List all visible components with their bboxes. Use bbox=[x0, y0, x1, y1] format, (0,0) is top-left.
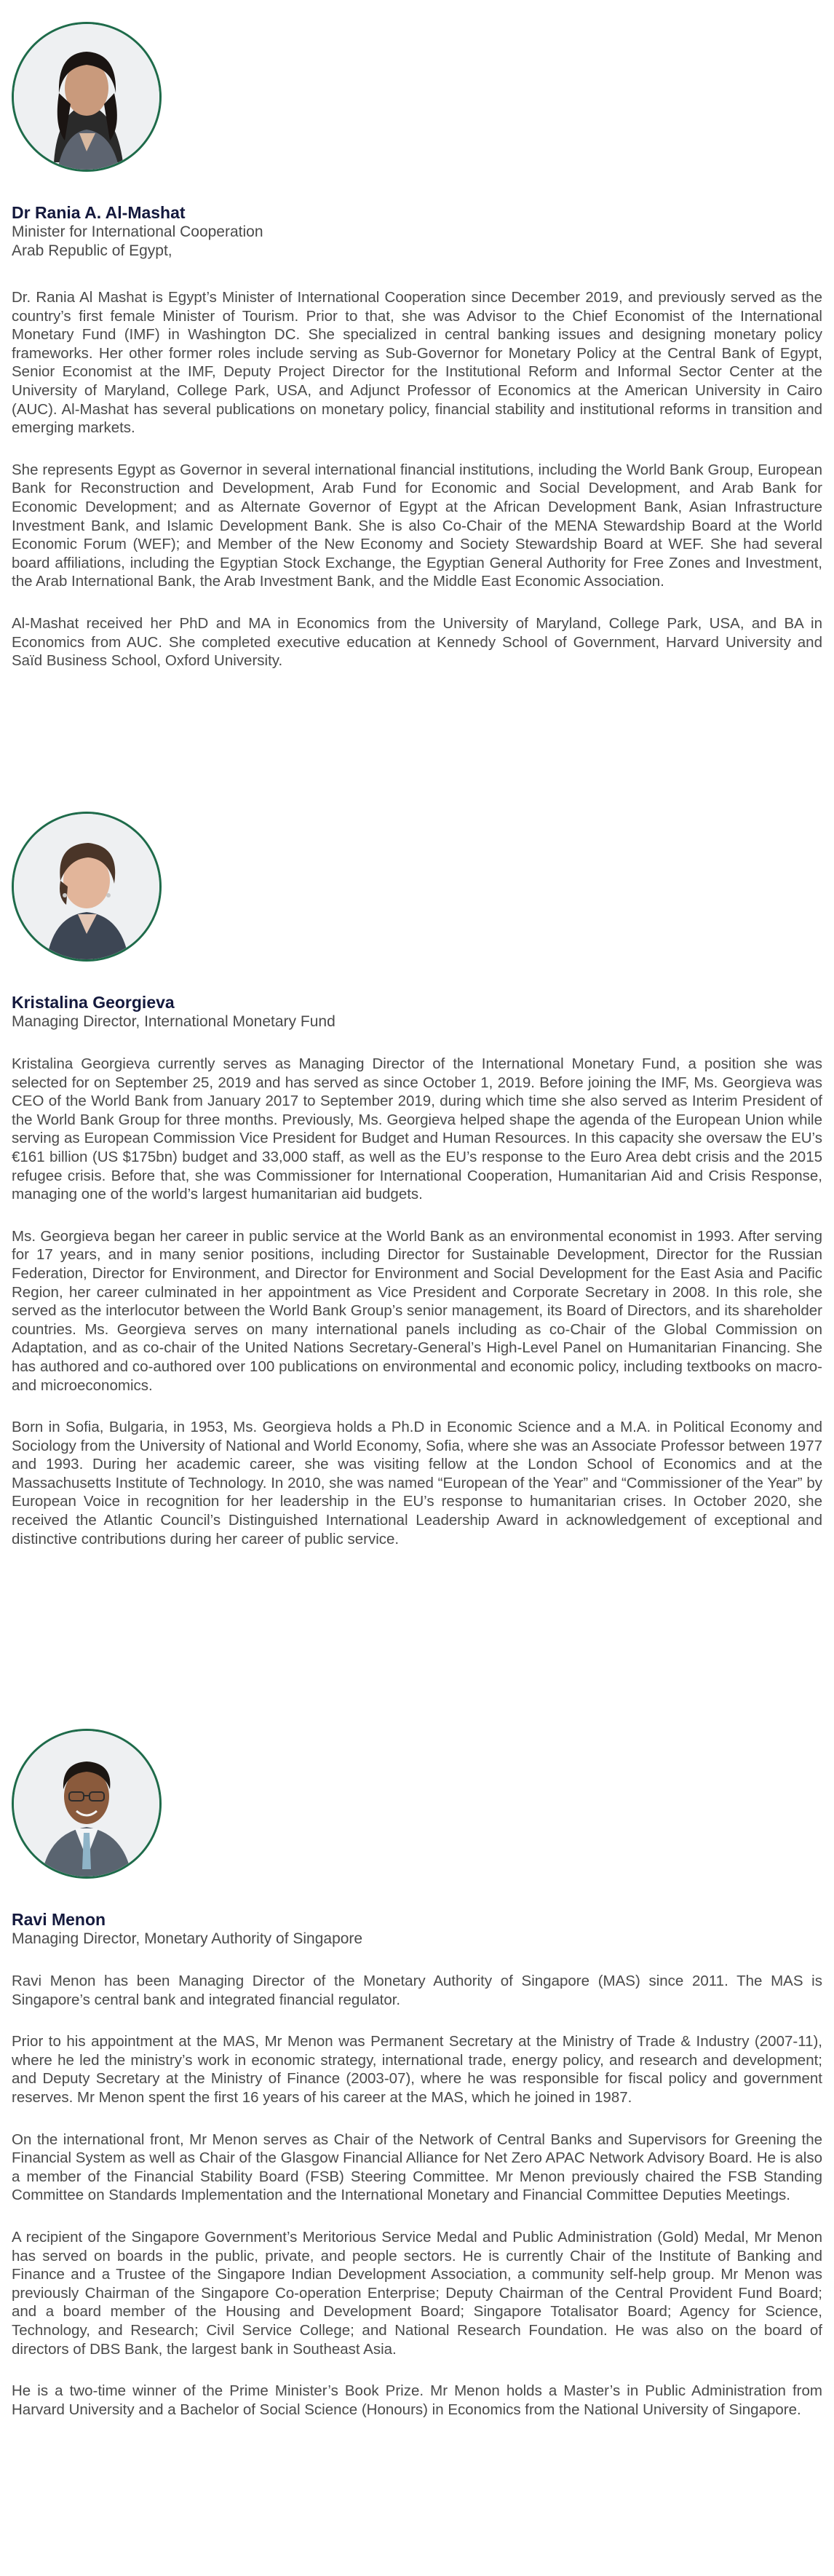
speaker-photo bbox=[12, 812, 162, 962]
speaker-biography bbox=[12, 288, 822, 670]
bio-paragraph: Kristalina Georgieva currently serves as Managing Director of the International Monetary Fund, a position she was selected for on September 25, 2019 and has served as since October 1, 2019. Before joining the IMF, Ms. Georgieva was CEO of the World Bank from January 2017 to September 2019, during which time she also served as Interim President of the World Bank Group for three months. Previously, Ms. Georgieva helped shape the agenda of the European Union while serving as European Commission Vice President for Budget and Human Resources. In this capacity she oversaw the EU’s €161 billion (US $175bn) budget and 33,000 staff, as well as the EU’s response to the Euro Area debt crisis and the 2015 refugee crisis. Before that, she was Commissioner for International Cooperation, Humanitarian Aid and Crisis Response, managing one of the world’s largest humanitarian aid budgets. bbox=[12, 1055, 822, 1203]
speaker-name: Dr Rania A. Al-Mashat bbox=[12, 203, 186, 222]
speaker-photo bbox=[12, 22, 162, 172]
speaker-name: Ravi Menon bbox=[12, 1910, 106, 1929]
speaker-bio-menon bbox=[12, 1729, 822, 2442]
bio-paragraph: Prior to his appointment at the MAS, Mr Menon was Permanent Secretary at the Ministry of Trade & Industry (2007-11), where he led the ministry’s work in economic strategy, international trade, energy policy, and research and development; and Deputy Secretary at the Ministry of Finance (2003-07), where he was responsible for fiscal policy and government reserves. Mr Menon spent the first 16 years of his career at the MAS, which he joined in 1987. bbox=[12, 2033, 822, 2106]
speaker-role-line: Managing Director, Monetary Authority of Singapore bbox=[12, 1930, 363, 1947]
bio-paragraph: Dr. Rania Al Mashat is Egypt’s Minister of International Cooperation since December 2019, and previously served as the country’s first female Minister of Tourism. Prior to that, she was Advisor to the Chief Economist of the International Monetary Fund (IMF) in Washington DC. She specialized in central banking issues and designing monetary policy frameworks. Her other former roles include serving as Sub-Governor for Monetary Policy at the Central Bank of Egypt, Senior Economist at the IMF, Deputy Project Director for the Institutional Reform and Informal Sector Center at the University of Maryland, College Park, USA, and Adjunct Professor of Economics at the American University in Cairo (AUC). Al-Mashat has several publications on monetary policy, financial stability and institutional reforms in transition and emerging markets. bbox=[12, 289, 822, 437]
speaker-name: Kristalina Georgieva bbox=[12, 993, 175, 1012]
bio-paragraph: A recipient of the Singapore Government’s Meritorious Service Medal and Public Administration (Gold) Medal, Mr Menon has served on boards in the public, private, and people sectors. He is currently Chair of the Institute of Banking and Finance and a Trustee of the Singapore Indian Development Association, a community self-help group. Mr Menon was previously Chairman of the Singapore Co-operation Enterprise; Deputy Chairman of the Central Provident Fund Board; and a board member of the Housing and Development Board; Singapore Totalisator Board; Agency for Science, Technology, and Research; Civil Service College; and National Research Foundation. He was also on the board of directors of DBS Bank, the largest bank in Southeast Asia. bbox=[12, 2228, 822, 2358]
bio-paragraph: He is a two-time winner of the Prime Minister’s Book Prize. Mr Menon holds a Master’s in Public Administration from Harvard University and a Bachelor of Social Science (Honours) in Economics from the National University of Singapore. bbox=[12, 2382, 822, 2418]
portrait-woman-short-hair-icon bbox=[14, 814, 159, 959]
speaker-biography bbox=[12, 1055, 822, 1548]
speaker-bio-georgieva bbox=[12, 812, 822, 1572]
speaker-bio-al-mashat bbox=[12, 22, 822, 694]
speaker-role-line: Managing Director, International Monetary Fund bbox=[12, 1013, 335, 1030]
bio-paragraph: Ms. Georgieva began her career in public service at the World Bank as an environmental economist in 1993. After serving for 17 years, and in many senior positions, including Director for Sustainable Development, Director for the Russian Federation, Director for Environment, and Director for Environment and Social Development for the East Asia and Pacific Region, her career culminated in her appointment as Vice President and Corporate Secretary in 2008. In this role, she served as the interlocutor between the World Bank Group’s senior management, its Board of Directors, and its shareholder countries. Ms. Georgieva serves on many international panels including as co-Chair of the Global Commission on Adaptation, and as co-chair of the United Nations Secretary-General’s High-Level Panel on Humanitarian Financing. She has authored and co-authored over 100 publications on environmental and economic policy, including textbooks on macro- and microeconomics. bbox=[12, 1227, 822, 1394]
speaker-biography bbox=[12, 1972, 822, 2419]
speaker-role-line: Arab Republic of Egypt, bbox=[12, 242, 172, 259]
bio-paragraph: Ravi Menon has been Managing Director of the Monetary Authority of Singapore (MAS) since 2011. The MAS is Singapore’s central bank and integrated financial regulator. bbox=[12, 1973, 822, 2008]
bio-paragraph: On the international front, Mr Menon serves as Chair of the Network of Central Banks and Supervisors for Greening the Financial System as well as Chair of the Glasgow Financial Alliance for Net Zero APAC Network Advisory Board. He is also a member of the Financial Stability Board (FSB) Steering Committee. Mr Menon previously chaired the FSB Standing Committee on Standards Implementation and the International Monetary and Financial Committee Deputies Meetings. bbox=[12, 2131, 822, 2204]
bio-paragraph: She represents Egypt as Governor in several international financial institutions, including the World Bank Group, European Bank for Reconstruction and Development, Arab Fund for Economic and Social Development, and Arab Bank for Economic Development; and as Alternate Governor of Egypt at the African Development Bank, Asian Infrastructure Investment Bank, and Islamic Development Bank. She is also Co-Chair of the MENA Stewardship Board at the World Economic Forum (WEF); and Member of the New Economy and Society Stewardship Board at WEF. She had several board affiliations, including the Egyptian Stock Exchange, the Egyptian General Authority for Free Zones and Investment, the Arab International Bank, the Arab Investment Bank, and the Middle East Economic Association. bbox=[12, 461, 822, 590]
speaker-photo bbox=[12, 1729, 162, 1879]
speaker-role-line: Minister for International Cooperation bbox=[12, 223, 263, 240]
portrait-woman-dark-hair-icon bbox=[14, 24, 159, 170]
bio-paragraph: Al-Mashat received her PhD and MA in Economics from the University of Maryland, College Park, USA, and BA in Economics from AUC. She completed executive education at Kennedy School of Government, Harvard University and Saïd Business School, Oxford University. bbox=[12, 614, 822, 670]
portrait-man-glasses-icon bbox=[14, 1731, 159, 1876]
bio-paragraph: Born in Sofia, Bulgaria, in 1953, Ms. Georgieva holds a Ph.D in Economic Science and a M.A. in Political Economy and Sociology from the University of National and World Economy, Sofia, where she was an Associate Professor between 1977 and 1993. During her academic career, she was visiting fellow at the London School of Economics and at the Massachusetts Institute of Technology. In 2010, she was named “European of the Year” and “Commissioner of the Year” by European Voice in recognition for her leadership in the EU’s response to humanitarian crises. In October 2020, she received the Atlantic Council’s Distinguished International Leadership Award in acknowledgement of exceptional and distinctive contributions during her career of public service. bbox=[12, 1419, 822, 1547]
